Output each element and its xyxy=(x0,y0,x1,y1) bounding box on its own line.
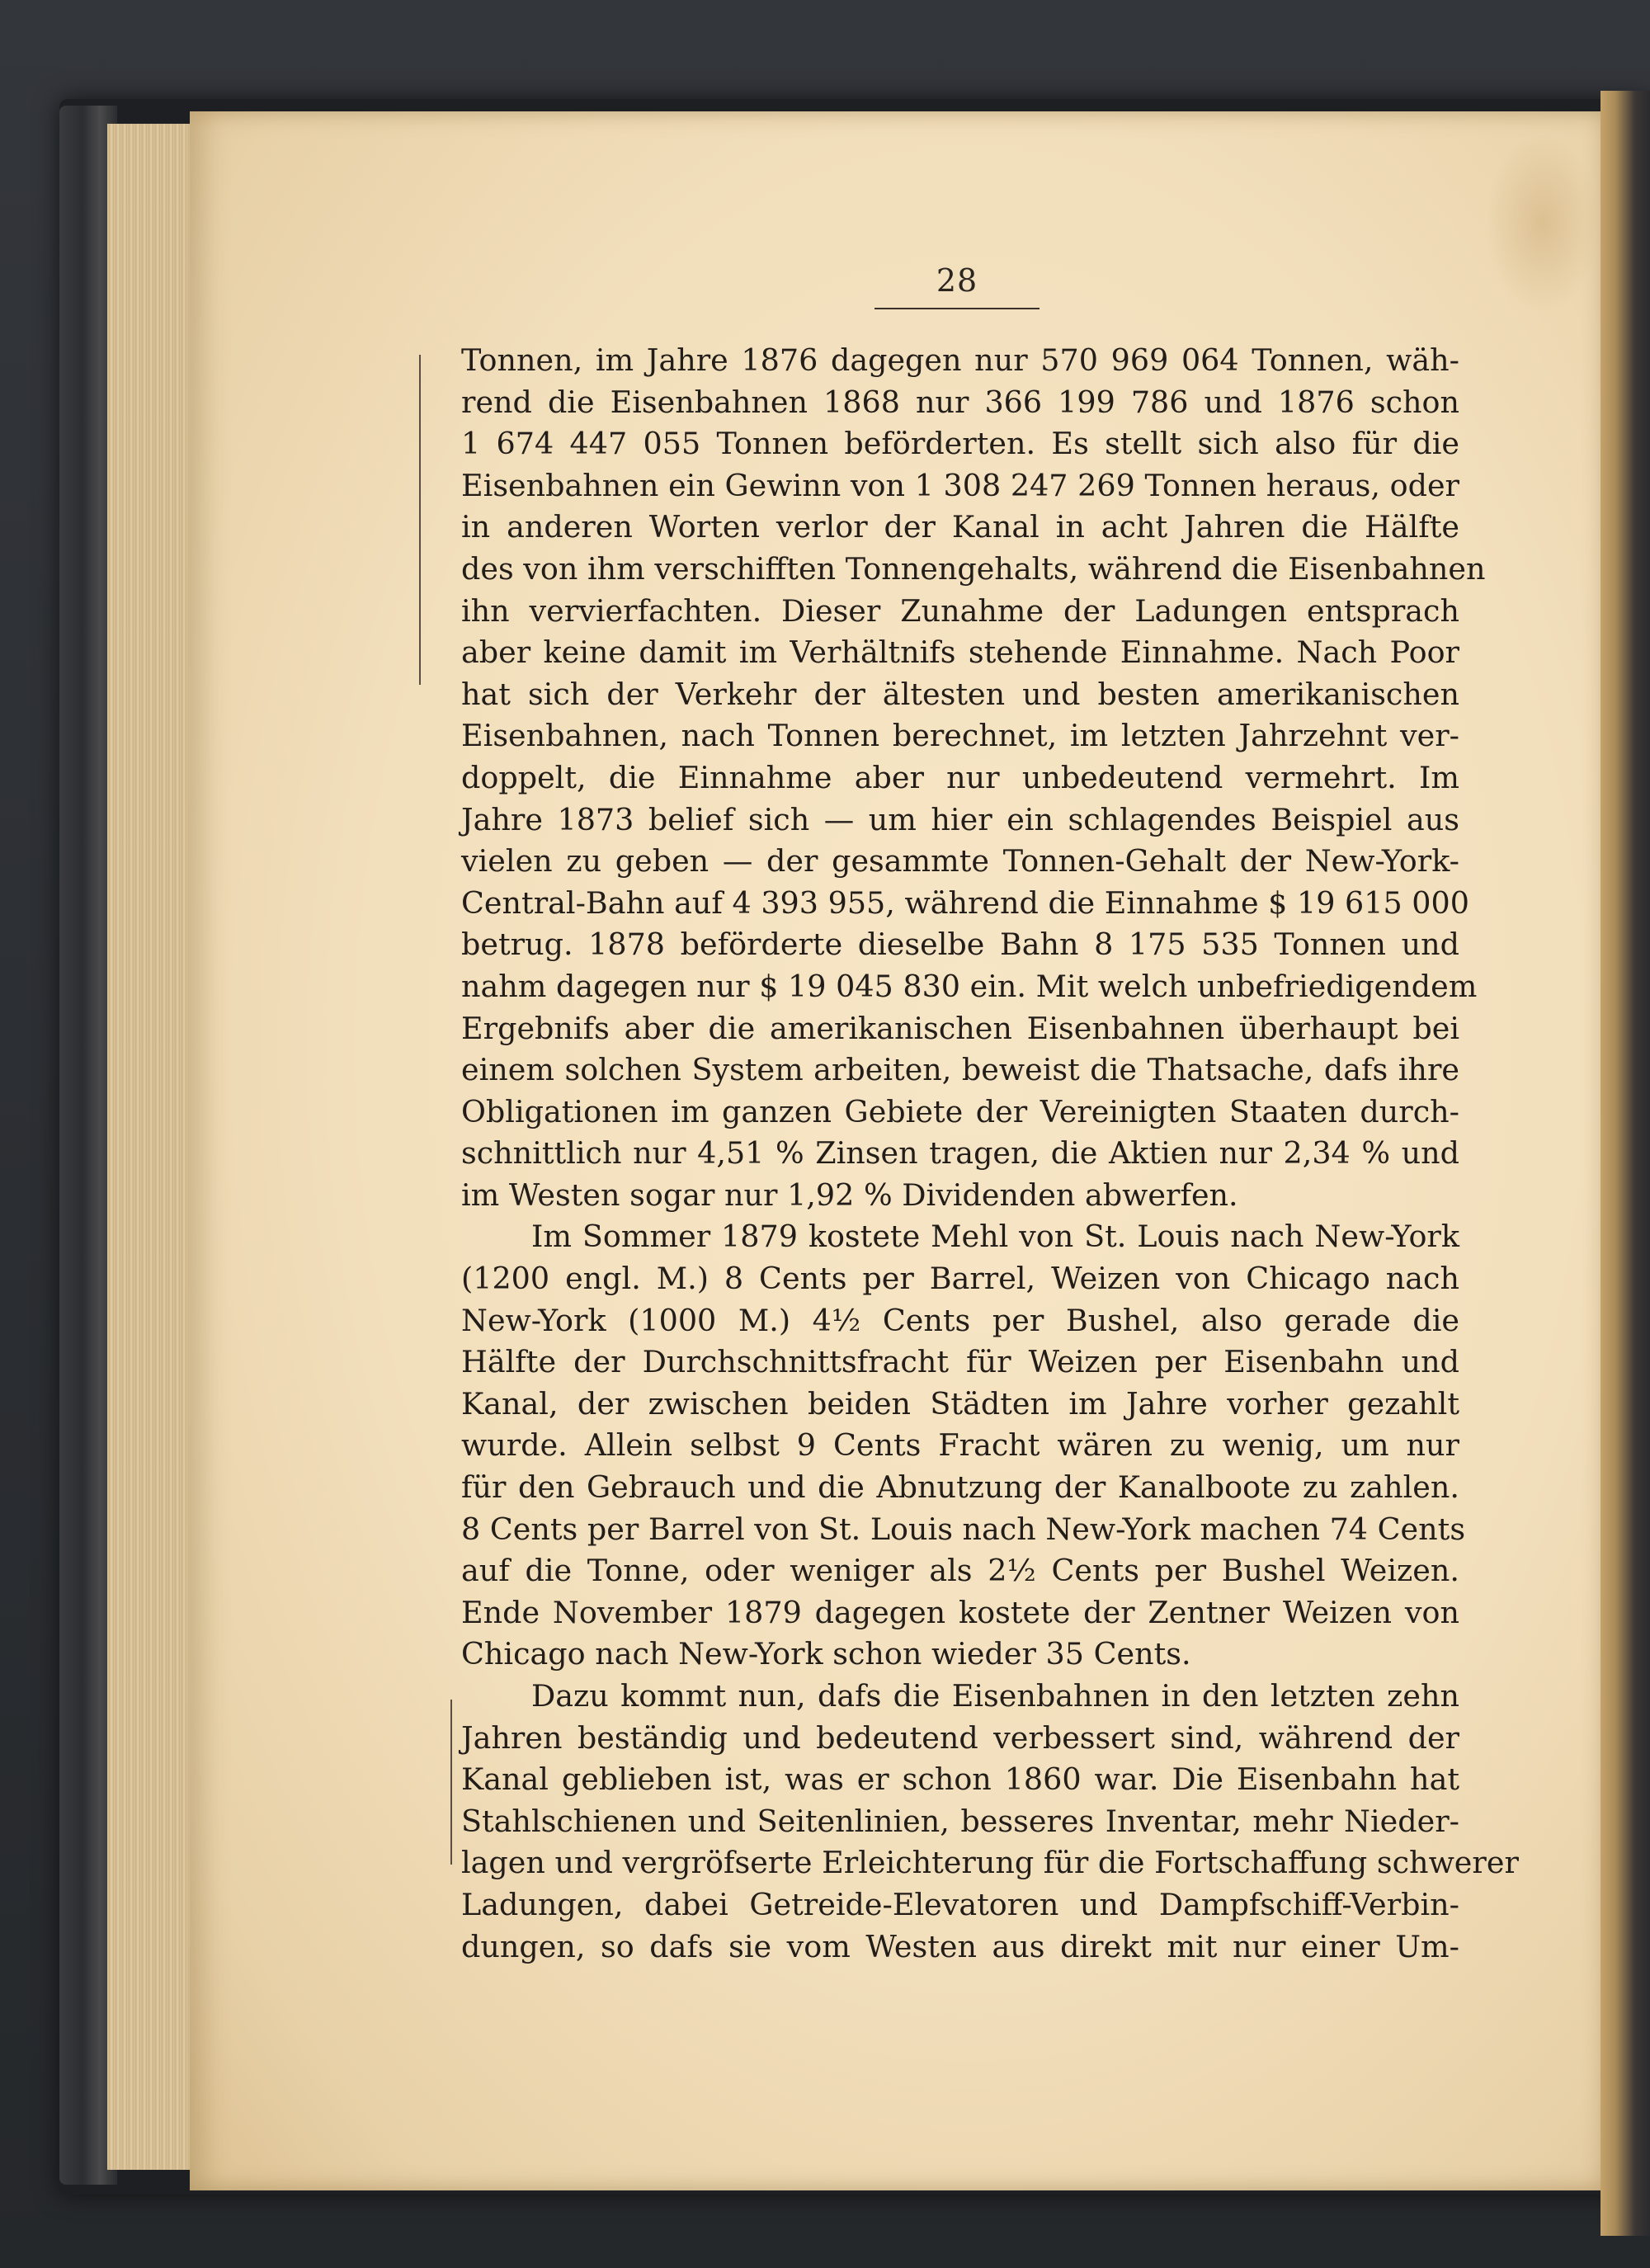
text-line: des von ihm verschifften Tonnengehalts, während die Eisenbahnen xyxy=(461,550,1486,587)
text-line: doppelt, die Einnahme aber nur unbedeutend vermehrt. Im xyxy=(461,759,1459,795)
text-line: Eisenbahnen ein Gewinn von 1 308 247 269 Tonnen heraus, oder xyxy=(461,467,1459,503)
text-line: Eisenbahnen, nach Tonnen berechnet, im letzten Jahrzehnt ver- xyxy=(461,718,1459,754)
facing-page-edge xyxy=(1600,91,1650,2236)
text-line: lagen und vergröfserte Erleichterung für die Fortschaffung schwerer xyxy=(461,1845,1519,1881)
text-line: Hälfte der Durchschnittsfracht für Weizen per Eisenbahn und xyxy=(461,1344,1459,1380)
text-line: New-York (1000 M.) 4½ Cents per Bushel, also gerade die xyxy=(461,1302,1459,1338)
text-line: einem solchen System arbeiten, beweist die Thatsache, dafs ihre xyxy=(461,1052,1459,1088)
text-line: Chicago nach New-York schon wieder 35 Cents. xyxy=(461,1636,1191,1672)
text-line: Central-Bahn auf 4 393 955, während die Einnahme $ 19 615 000 xyxy=(461,884,1469,921)
margin-pencil-mark xyxy=(450,1700,452,1865)
text-line: 8 Cents per Barrel von St. Louis nach New-York machen 74 Cents xyxy=(461,1511,1466,1547)
body-text xyxy=(461,340,1519,1968)
page-number: 28 xyxy=(936,262,978,299)
text-line: Ladungen, dabei Getreide-Elevatoren und Dampfschiff-Verbin- xyxy=(461,1886,1459,1922)
text-line: hat sich der Verkehr der ältesten und besten amerikanischen xyxy=(461,676,1459,712)
text-line: Kanal, der zwischen beiden Städten im Jahre vorher gezahlt xyxy=(461,1385,1459,1422)
text-line: Tonnen, im Jahre 1876 dagegen nur 570 969 064 Tonnen, wäh- xyxy=(461,342,1459,378)
text-line: Stahlschienen und Seitenlinien, besseres Inventar, mehr Nieder- xyxy=(461,1803,1459,1839)
text-line: ihn vervierfachten. Dieser Zunahme der Ladungen entsprach xyxy=(461,592,1459,629)
text-line: Kanal geblieben ist, was er schon 1860 war. Die Eisenbahn hat xyxy=(461,1761,1459,1798)
text-line: wurde. Allein selbst 9 Cents Fracht wären zu wenig, um nur xyxy=(461,1427,1459,1464)
text-line: Obligationen im ganzen Gebiete der Vereinigten Staaten durch- xyxy=(461,1093,1459,1129)
text-line: rend die Eisenbahnen 1868 nur 366 199 786 und 1876 schon xyxy=(461,384,1459,420)
text-line: aber keine damit im Verhältnifs stehende Einnahme. Nach Poor xyxy=(461,634,1459,671)
text-line: im Westen sogar nur 1,92 % Dividenden abwerfen. xyxy=(461,1176,1238,1213)
text-line: Jahren beständig und bedeutend verbessert sind, während der xyxy=(461,1719,1459,1756)
text-line: schnittlich nur 4,51 % Zinsen tragen, die Aktien nur 2,34 % und xyxy=(461,1135,1459,1172)
text-line: 1 674 447 055 Tonnen beförderten. Es stellt sich also für die xyxy=(461,426,1459,462)
margin-pencil-mark xyxy=(419,355,421,685)
paragraph-first-line: Dazu kommt nun, dafs die Eisenbahnen in den letzten zehn xyxy=(531,1678,1459,1714)
text-line: für den Gebrauch und die Abnutzung der Kanalboote zu zahlen. xyxy=(461,1469,1459,1506)
text-line: dungen, so dafs sie vom Westen aus direkt mit nur einer Um- xyxy=(461,1928,1459,1964)
text-line: auf die Tonne, oder weniger als 2½ Cents per Bushel Weizen. xyxy=(461,1553,1459,1589)
text-line: (1200 engl. M.) 8 Cents per Barrel, Weizen von Chicago nach xyxy=(461,1261,1459,1297)
text-line: in anderen Worten verlor der Kanal in acht Jahren die Hälfte xyxy=(461,509,1459,545)
text-line: Ergebnifs aber die amerikanischen Eisenbahnen überhaupt bei xyxy=(461,1010,1459,1046)
text-line: vielen zu geben — der gesammte Tonnen-Gehalt der New-York- xyxy=(461,843,1459,879)
paper-stain xyxy=(1485,132,1600,314)
text-line: Ende November 1879 dagegen kostete der Zentner Weizen von xyxy=(461,1594,1459,1630)
page-number-rule xyxy=(874,308,1040,309)
text-line: Jahre 1873 belief sich — um hier ein schlagendes Beispiel aus xyxy=(461,801,1459,837)
text-line: nahm dagegen nur $ 19 045 830 ein. Mit welch unbefriedigendem xyxy=(461,968,1478,1004)
text-line: betrug. 1878 beförderte dieselbe Bahn 8 175 535 Tonnen und xyxy=(461,927,1459,963)
paragraph-first-line: Im Sommer 1879 kostete Mehl von St. Louis nach New-York xyxy=(531,1219,1459,1255)
